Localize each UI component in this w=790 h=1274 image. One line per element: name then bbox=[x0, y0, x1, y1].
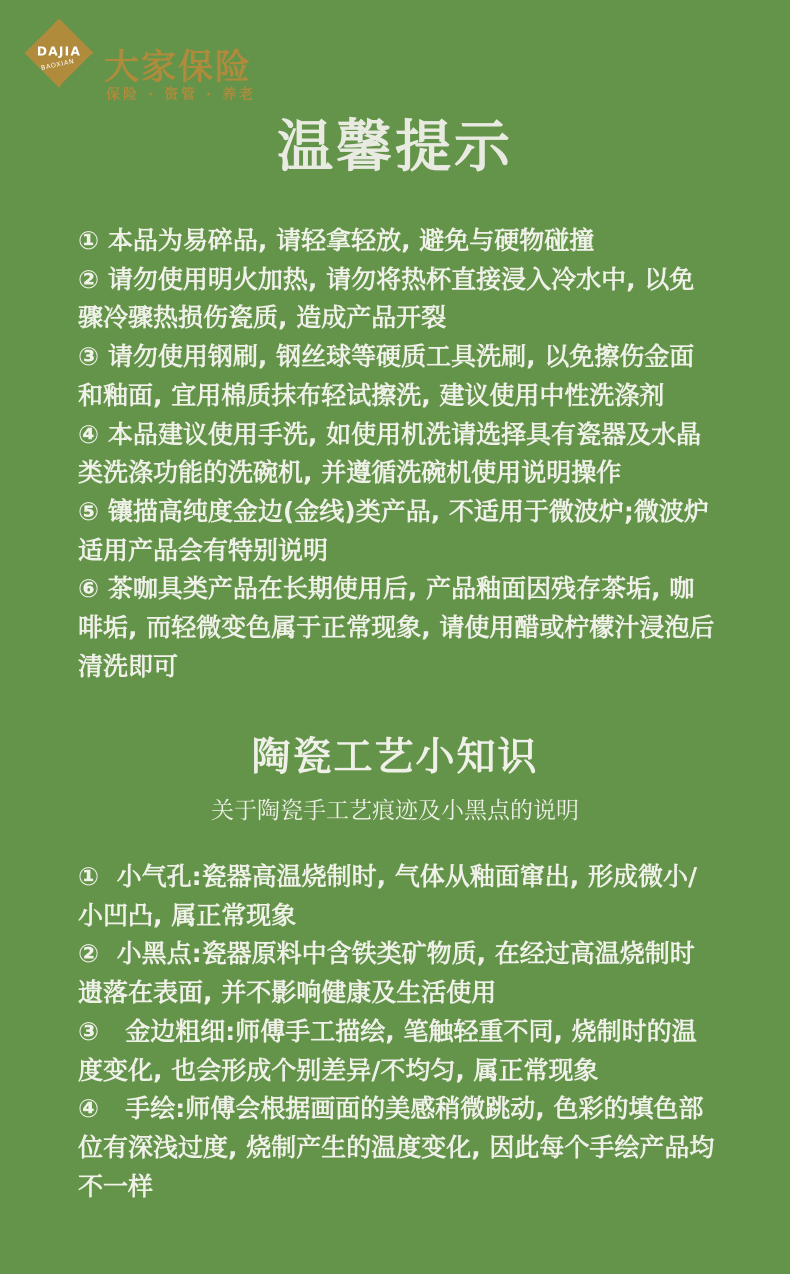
knowledge-item-3: ③ 金边粗细:师傅手工描绘, 笔触轻重不同, 烧制时的温度变化, 也会形成个别差异/不均匀, 属正常现象 bbox=[78, 1016, 697, 1085]
tip-item-5: ⑤ 镶描高纯度金边(金线)类产品, 不适用于微波炉;微波炉适用产品会有特别说明 bbox=[78, 496, 709, 565]
brand-tagline: 保险 · 资管 · 养老 bbox=[106, 87, 257, 103]
tip-item-6: ⑥ 茶咖具类产品在长期使用后, 产品釉面因残存茶垢, 咖啡垢, 而轻微变色属于正常现象, 请使用醋或柠檬汁浸泡后清洗即可 bbox=[78, 574, 715, 681]
logo-mark-text-baoxian: BAOXIAN bbox=[40, 58, 76, 72]
logo-mark-text-dajia: DAJIA bbox=[36, 44, 82, 59]
dajia-diamond-icon bbox=[22, 16, 96, 90]
tip-item-1: ① 本品为易碎品, 请轻拿轻放, 避免与硬物碰撞 bbox=[78, 226, 595, 255]
tip-item-2: ② 请勿使用明火加热, 请勿将热杯直接浸入冷水中, 以免骤冷骤热损伤瓷质, 造成产品开裂 bbox=[78, 264, 695, 333]
knowledge-section-subtitle: 关于陶瓷手工艺痕迹及小黑点的说明 bbox=[211, 798, 579, 824]
tip-item-4: ④ 本品建议使用手洗, 如使用机洗请选择具有瓷器及水晶类洗涤功能的洗碗机, 并遵循洗碗机使用说明操作 bbox=[78, 419, 702, 488]
brand-logo bbox=[20, 14, 340, 104]
knowledge-item-1: ① 小气孔:瓷器高温烧制时, 气体从釉面窜出, 形成微小/小凹凸, 属正常现象 bbox=[78, 862, 698, 930]
knowledge-list bbox=[78, 858, 718, 1206]
knowledge-item-2: ② 小黑点:瓷器原料中含铁类矿物质, 在经过高温烧制时遗落在表面, 并不影响健康及生活使用 bbox=[78, 939, 695, 1008]
tip-item-3: ③ 请勿使用钢刷, 钢丝球等硬质工具洗刷, 以免擦伤金面和釉面, 宜用棉质抹布轻试擦洗, 建议使用中性洗涤剂 bbox=[78, 342, 695, 410]
knowledge-item-4: ④ 手绘:师傅会根据画面的美感稍微跳动, 色彩的填色部位有深浅过度, 烧制产生的温度变化, 因此每个手绘产品均不一样 bbox=[78, 1094, 715, 1201]
tips-list bbox=[78, 222, 718, 686]
tips-section-title: 温馨提示 bbox=[277, 115, 513, 180]
knowledge-section-title: 陶瓷工艺小知识 bbox=[251, 735, 539, 780]
brand-name: 大家保险 bbox=[104, 48, 253, 88]
